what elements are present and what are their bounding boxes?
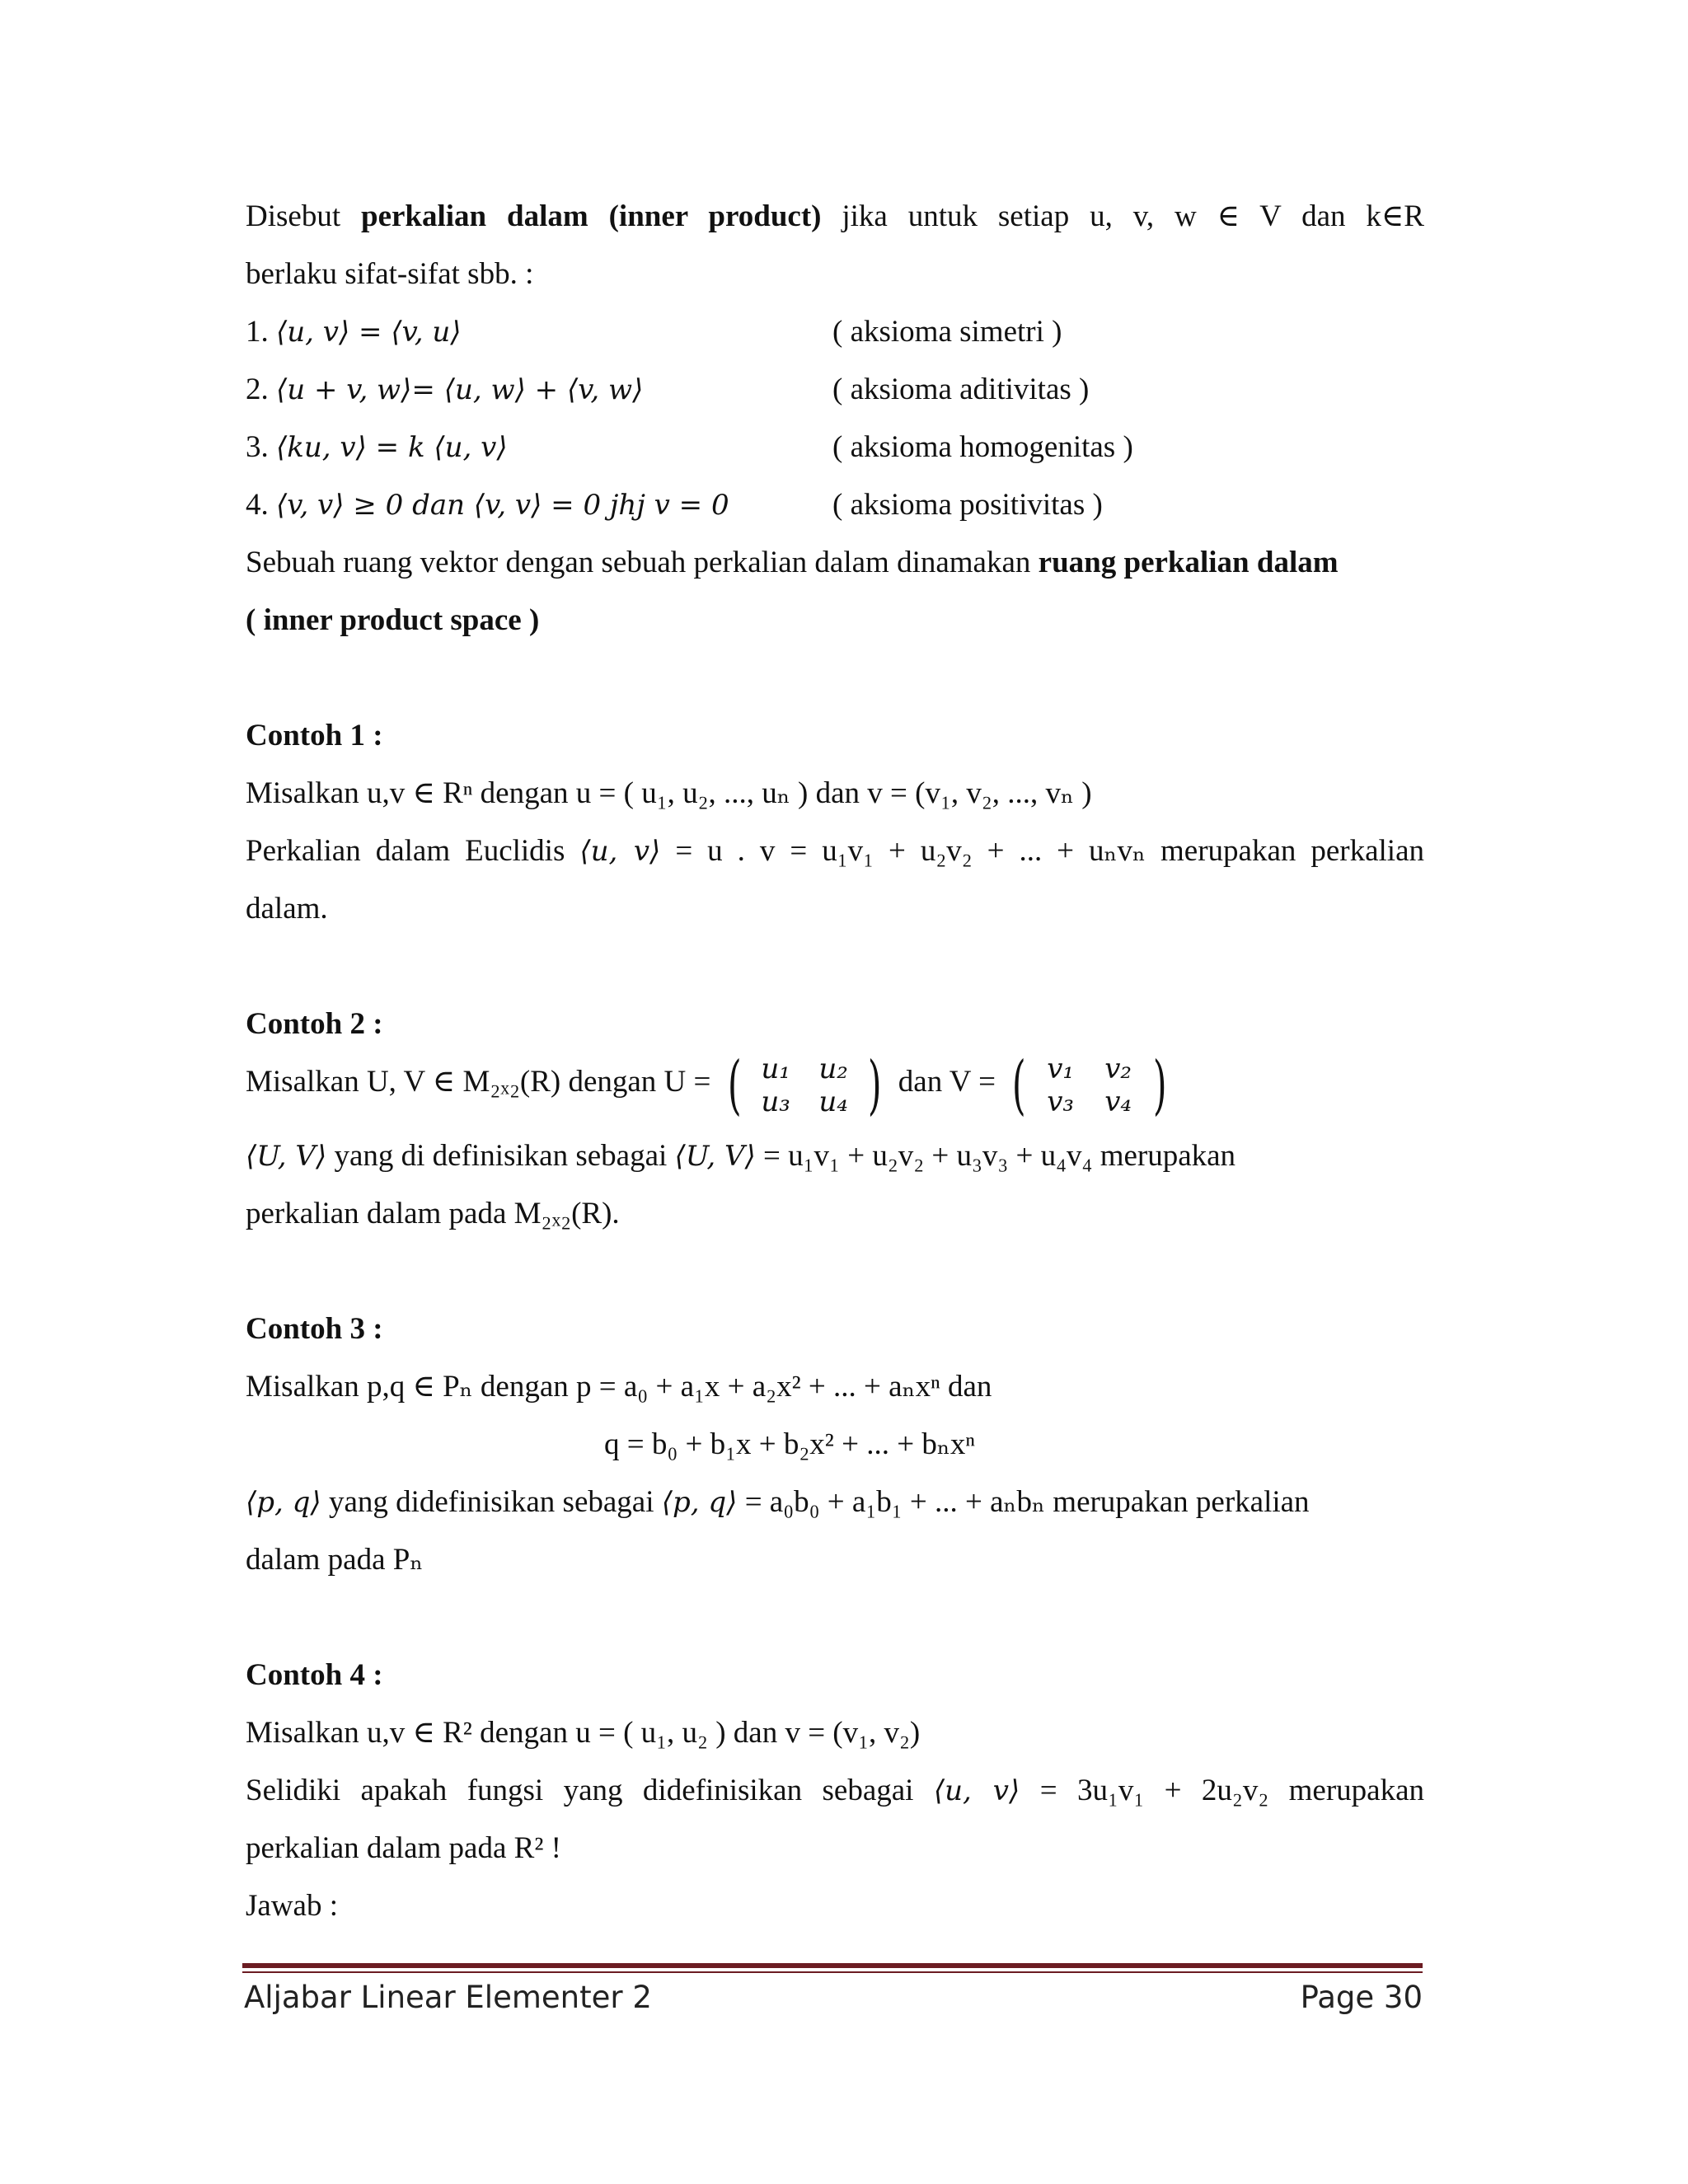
example-1-line-1: Misalkan u,v ∈ Rⁿ dengan u = ( u₁, u₂, ..., uₙ ) dan v = (v₁, v₂, ..., vₙ ): [246, 776, 1092, 810]
example-3-line-3: [246, 1484, 1310, 1521]
space-def-line-2: ( inner product space ): [246, 603, 540, 637]
axiom-number: 1.: [246, 315, 269, 349]
footer-rule-thin: [242, 1971, 1423, 1973]
axiom-2-name: ( aksioma aditivitas ): [832, 373, 1090, 406]
matrix-entry: v₁: [1047, 1052, 1075, 1086]
example-2-formula-2: ⟨U, V⟩: [674, 1140, 756, 1173]
example-1-heading: Contoh 1 :: [246, 719, 383, 752]
example-1-formula: ⟨u, v⟩: [579, 835, 661, 868]
intro-bold-term: perkalian dalam (inner product): [361, 199, 822, 233]
right-paren: ): [867, 1048, 882, 1123]
example-2-line2-mid: yang di definisikan sebagai: [334, 1139, 668, 1173]
left-paren: (: [727, 1048, 742, 1123]
intro-line-1: [246, 199, 1424, 235]
matrix-entry: u₃: [761, 1085, 790, 1119]
example-4-line-2: [246, 1773, 1424, 1809]
example-2-mid: dan V =: [898, 1065, 996, 1099]
example-2-heading: Contoh 2 :: [246, 1007, 383, 1041]
matrix-entry: v₃: [1047, 1085, 1075, 1119]
example-4-line-4: Jawab :: [246, 1889, 338, 1923]
example-3-line3-mid: yang didefinisikan sebagai: [328, 1485, 654, 1519]
footer-title: Aljabar Linear Elementer 2: [244, 1980, 652, 2015]
right-paren: ): [1152, 1048, 1167, 1123]
intro-line-2: berlaku sifat-sifat sbb. :: [246, 257, 534, 291]
axiom-number: 4.: [246, 488, 269, 522]
space-def-pre: Sebuah ruang vektor dengan sebuah perkalian dalam dinamakan: [246, 546, 1031, 579]
example-3-formula-2: ⟨p, q⟩: [661, 1486, 738, 1519]
example-2-formula: ⟨U, V⟩: [246, 1140, 327, 1173]
axiom-number: 3.: [246, 430, 269, 464]
matrix-entry: v₂: [1104, 1052, 1132, 1086]
example-4-heading: Contoh 4 :: [246, 1658, 383, 1692]
matrix-v-entries: [1032, 1053, 1147, 1118]
example-1-post: = u . v = u₁v₁ + u₂v₂ + ... + uₙvₙ merupakan perkalian: [675, 834, 1425, 868]
axiom-1: [246, 314, 462, 350]
axiom-number: 2.: [246, 373, 269, 406]
example-3-line-4: dalam pada Pₙ: [246, 1543, 424, 1577]
example-2-line-2: [246, 1138, 1236, 1174]
axiom-formula: ⟨u + v, w⟩= ⟨u, w⟩ + ⟨v, w⟩: [276, 373, 644, 406]
matrix-v: [1006, 1048, 1172, 1123]
matrix-u: [722, 1048, 888, 1123]
axiom-1-name: ( aksioma simetri ): [832, 315, 1062, 349]
example-3-formula: ⟨p, q⟩: [246, 1486, 321, 1519]
example-2-line-3: perkalian dalam pada M₂ₓ₂(R).: [246, 1197, 620, 1230]
matrix-u-entries: [747, 1053, 862, 1118]
space-def-bold: ruang perkalian dalam: [1038, 546, 1339, 579]
example-3-line-2: q = b₀ + b₁x + b₂x² + ... + bₙxⁿ: [604, 1427, 976, 1461]
left-paren: (: [1012, 1048, 1026, 1123]
axiom-3-name: ( aksioma homogenitas ): [832, 430, 1133, 464]
page-number: Page 30: [1300, 1980, 1423, 2015]
matrix-entry: u₄: [818, 1085, 848, 1119]
example-4-post: = 3u₁v₁ + 2u₂v₂ merupakan: [1039, 1774, 1425, 1807]
example-1-line-2: [246, 833, 1424, 869]
matrix-entry: v₄: [1104, 1085, 1132, 1119]
example-3-heading: Contoh 3 :: [246, 1312, 383, 1346]
example-2-pre: Misalkan U, V ∈ M₂ₓ₂(R) dengan U =: [246, 1065, 711, 1099]
axiom-4: [246, 487, 729, 523]
example-3-line-1: Misalkan p,q ∈ Pₙ dengan p = a₀ + a₁x + a₂x² + ... + aₙxⁿ dan: [246, 1370, 992, 1404]
matrix-entry: u₁: [761, 1052, 790, 1086]
example-2-line-1: [246, 1048, 1175, 1123]
axiom-3: [246, 429, 508, 466]
example-2-line2-post: = u₁v₁ + u₂v₂ + u₃v₃ + u₄v₄ merupakan: [763, 1139, 1236, 1173]
example-3-line3-post: = a₀b₀ + a₁b₁ + ... + aₙbₙ merupakan perkalian: [744, 1485, 1310, 1519]
axiom-formula: ⟨ku, v⟩ = k ⟨u, v⟩: [276, 431, 508, 464]
example-4-formula: ⟨u, v⟩: [933, 1774, 1020, 1807]
example-4-pre: Selidiki apakah fungsi yang didefinisikan sebagai: [246, 1774, 914, 1807]
footer-rule-thick: [242, 1963, 1423, 1968]
example-1-pre: Perkalian dalam Euclidis: [246, 834, 565, 868]
example-4-line-1: Misalkan u,v ∈ R² dengan u = ( u₁, u₂ ) dan v = (v₁, v₂): [246, 1716, 921, 1750]
matrix-entry: u₂: [818, 1052, 848, 1086]
example-1-line-3: dalam.: [246, 892, 328, 926]
axiom-formula: ⟨u, v⟩ = ⟨v, u⟩: [276, 316, 462, 349]
axiom-2: [246, 372, 643, 408]
intro-post: jika untuk setiap u, v, w ∈ V dan k∈R: [842, 199, 1424, 233]
axiom-4-name: ( aksioma positivitas ): [832, 488, 1103, 522]
axiom-formula: ⟨v, v⟩ ≥ 0 dan ⟨v, v⟩ = 0 jhj v = 0: [276, 489, 729, 522]
space-def-line-1: [246, 545, 1339, 581]
intro-pre: Disebut: [246, 199, 341, 233]
example-4-line-3: perkalian dalam pada R² !: [246, 1831, 561, 1865]
